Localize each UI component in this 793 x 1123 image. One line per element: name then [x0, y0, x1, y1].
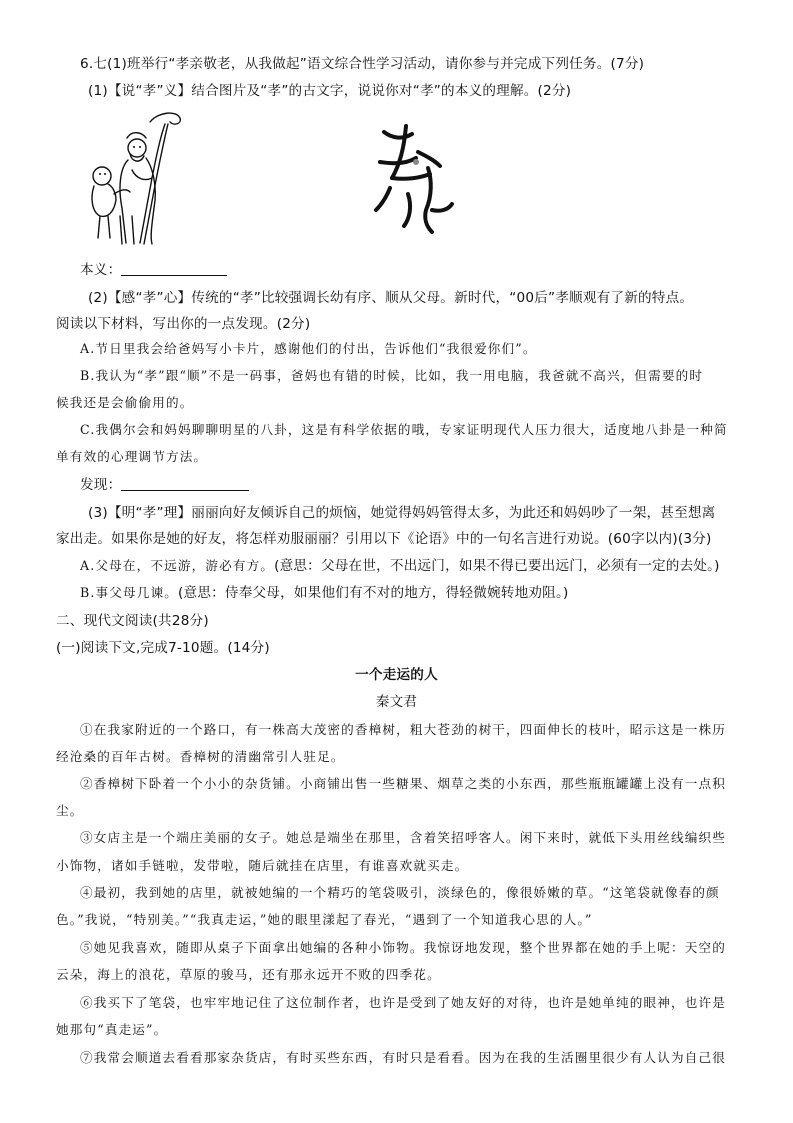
paragraph-2-line2: 尘。 — [56, 803, 84, 818]
quote-a-note: (意思：父母在世，不出远门，如果不得已要出远门，必须有一定的去处。) — [274, 558, 720, 574]
elder-child-illustration — [80, 108, 190, 248]
paragraph-6-line1: ⑥我买下了笔袋，也牢牢地记住了这位制作者，也许是受到了她友好的对待，也许是她单纯的眼神，也许是 — [80, 995, 726, 1010]
question-6-title: 6.七(1)班举行“孝亲敬老，从我做起”语文综合性学习活动，请你参与并完成下列任务。(7分) — [80, 56, 645, 72]
material-a: A.节日里我会给爸妈写小卡片，感谢他们的付出，告诉他们“我很爱你们”。 — [80, 341, 537, 356]
answer-label-meaning: 本义： — [80, 262, 122, 278]
material-b-line1: B.我认为“孝”跟“顺”不是一码事，爸妈也有错的时候，比如，我一用电脑，我爸就不高兴，但需要的时 — [80, 368, 704, 383]
question-6-3-line2: 家出走。如果你是她的好友，将怎样劝服丽丽？引用以下《论语》中的一句名言进行劝说。(60字以内)(3分) — [56, 531, 712, 547]
paragraph-1-line2: 经沧桑的百年古树。香樟树的清幽常引人驻足。 — [56, 749, 345, 764]
quote-a — [80, 557, 720, 575]
material-c-line1: C.我偶尔会和妈妈聊聊明星的八卦，这是有科学依据的哦，专家证明现代人压力很大，适度地八卦是一种简 — [80, 422, 728, 437]
material-c-line2: 单有效的心理调节方法。 — [56, 449, 208, 464]
question-6-1-prompt: (1)【说“孝”义】结合图片及“孝”的古文字，说说你对“孝”的本义的理解。(2分) — [88, 83, 572, 99]
answer-line-meaning[interactable] — [121, 261, 227, 276]
section-2-subheading: (一)阅读下文,完成7-10题。(14分) — [56, 640, 270, 656]
quote-a-text: A.父母在，不远游，游必有方。 — [80, 558, 275, 573]
paragraph-3-line2: 小饰物，诸如手链啦，发带啦，随后就挂在店里，有谁喜欢就买走。 — [56, 858, 469, 873]
ancient-xiao-character — [370, 118, 470, 248]
paragraph-5-line2: 云朵，海上的浪花，草原的骏马，还有那永远开不败的四季花。 — [56, 967, 441, 982]
paragraph-4-line2: 色。”我说，“特别美。”“我真走运，”她的眼里漾起了春光，“遇到了一个知道我心思的人。” — [56, 912, 593, 927]
question-6-2-answer — [80, 476, 249, 494]
paragraph-3-line1: ③女店主是一个端庄美丽的女子。她总是端坐在那里，含着笑招呼客人。闲下来时，就低下头用丝线编织些 — [80, 830, 726, 845]
question-6-3-line1: (3)【明“孝”理】丽丽向好友倾诉自己的烦恼，她觉得妈妈管得太多，为此还和妈妈吵了一架，甚至想离 — [88, 505, 716, 521]
answer-line-finding[interactable] — [121, 476, 249, 491]
article-title: 一个走运的人 — [355, 667, 438, 683]
question-6-2-line2: 阅读以下材料，写出你的一点发现。(2分) — [56, 316, 311, 332]
paragraph-6-line2: 她那句“真走运”。 — [56, 1022, 168, 1037]
paragraph-5-line1: ⑤她见我喜欢，随即从桌子下面拿出她编的各种小饰物。我惊讶地发现，整个世界都在她的手上呢：天空的 — [80, 940, 726, 955]
material-b-line2: 候我还是会偷偷用的。 — [56, 395, 194, 410]
paragraph-1-line1: ①在我家附近的一个路口，有一株高大茂密的香樟树，粗大苍劲的树干，四面伸长的枝叶，昭示这是一株历 — [80, 722, 726, 737]
paragraph-4-line1: ④最初，我到她的店里，就被她编的一个精巧的笔袋吸引，淡绿色的，像很娇嫩的草。“这笔袋就像春的颜 — [80, 885, 720, 900]
quote-b — [80, 584, 568, 602]
paragraph-2-line1: ②香樟树下卧着一个小小的杂货铺。小商铺出售一些糖果、烟草之类的小东西，那些瓶瓶罐罐上没有一点积 — [80, 776, 726, 791]
article-author: 秦文君 — [375, 694, 418, 710]
paragraph-7-line1: ⑦我常会顺道去看看那家杂货店，有时买些东西，有时只是看看。因为在我的生活圈里很少有人认为自己很 — [80, 1050, 726, 1065]
question-6-2-line1: (2)【感“孝”心】传统的“孝”比较强调长幼有序、顺从父母。新时代，“00后”孝顺观有了新的特点。 — [88, 290, 694, 306]
quote-b-text: B.事父母几谏。 — [80, 585, 179, 600]
quote-b-note: (意思：侍奉父母，如果他们有不对的地方，得轻微婉转地劝阻。) — [178, 585, 569, 601]
answer-label-finding: 发现： — [80, 477, 122, 493]
question-6-1-answer — [80, 261, 227, 279]
section-2-heading: 二、现代文阅读(共28分) — [56, 613, 209, 629]
